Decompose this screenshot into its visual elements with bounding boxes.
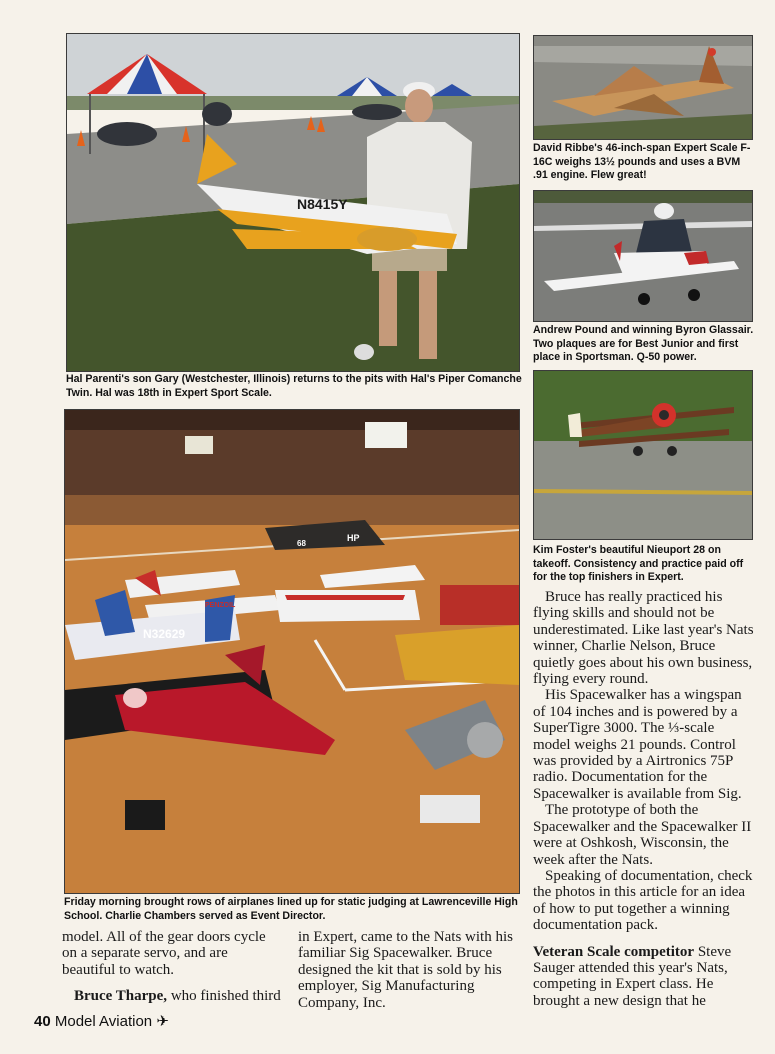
body-paragraph <box>62 988 284 1004</box>
airplane-icon: ✈ <box>156 1013 169 1030</box>
magazine-name: Model Aviation <box>54 1013 153 1030</box>
body-paragraph: in Expert, came to the Nats with his familiar Sig Spacewalker. Bruce designed the kit that is sold by his employer, Sig Manufacturing Company, Inc. <box>298 929 513 1011</box>
comanche-registration: N8415Y <box>297 196 348 212</box>
photo-gym-static <box>64 409 520 894</box>
caption-f16: David Ribbe's 46-inch-span Expert Scale F-16C weighs 13½ pounds and uses a BVM .91 engine. Flew great! <box>533 142 751 182</box>
body-column-3 <box>533 589 755 1009</box>
run-in-name: Bruce Tharpe, <box>74 988 168 1005</box>
body-column-2 <box>298 929 520 1011</box>
body-paragraph: His Spacewalker has a wingspan of 104 inches and is powered by a SuperTigre 3000. The ⅓-scale model weighs 21 pounds. Control was provided by a Airtronics 75P radio. Documentation for the Spacewalker is available from Sig. <box>533 687 742 802</box>
body-paragraph <box>533 944 755 1010</box>
caption-nieuport: Kim Foster's beautiful Nieuport 28 on takeoff. Consistency and practice paid off for the top finishers in Expert. <box>533 544 744 584</box>
caption-glassair: Andrew Pound and winning Byron Glassair. Two plaques are for Best Junior and first place in Sportsman. Q-50 power. <box>533 324 754 364</box>
body-text: Steve Sauger attended this year's Nats, competing in Expert class. He brought a new design that he <box>533 943 732 1009</box>
page-number: 40 <box>34 1013 51 1030</box>
photo-comanche <box>66 33 520 372</box>
body-column-1 <box>62 929 284 1005</box>
gym-plane-label-1: N32629 <box>143 627 186 641</box>
page-folio <box>34 1012 169 1030</box>
run-in-heading: Veteran Scale competitor <box>533 943 695 960</box>
caption-gym: Friday morning brought rows of airplanes lined up for static judging at Lawrenceville High School. Charlie Chambers served as Event Director. <box>64 896 518 922</box>
body-paragraph: The prototype of both the Spacewalker and the Spacewalker II were at Oshkosh, Wisconsin, the week after the Nats. <box>533 802 752 868</box>
body-paragraph: Speaking of documentation, check the photos in this article for an idea of how to put together a winning documentation pack. <box>533 867 753 934</box>
gym-plane-label-3: HP <box>347 533 360 543</box>
caption-comanche: Hal Parenti's son Gary (Westchester, Illinois) returns to the pits with Hal's Piper Comanche Twin. Hal was 18th in Expert Sport Scale. <box>66 373 522 399</box>
photo-nieuport <box>533 370 753 540</box>
gym-plane-label-4: 68 <box>297 539 306 548</box>
gym-plane-label-2: PENZOIL <box>205 602 236 609</box>
body-text: who finished third <box>167 988 281 1005</box>
body-paragraph: Bruce has really practiced his flying skills and should not be underestimated. Like last year's Nats winner, Charlie Nelson, Bruce quietly goes about his own business, flying every round. <box>533 589 754 688</box>
photo-glassair <box>533 190 753 322</box>
photo-f16 <box>533 35 753 140</box>
body-paragraph: model. All of the gear doors cycle on a separate servo, and are beautiful to watch. <box>62 929 266 978</box>
